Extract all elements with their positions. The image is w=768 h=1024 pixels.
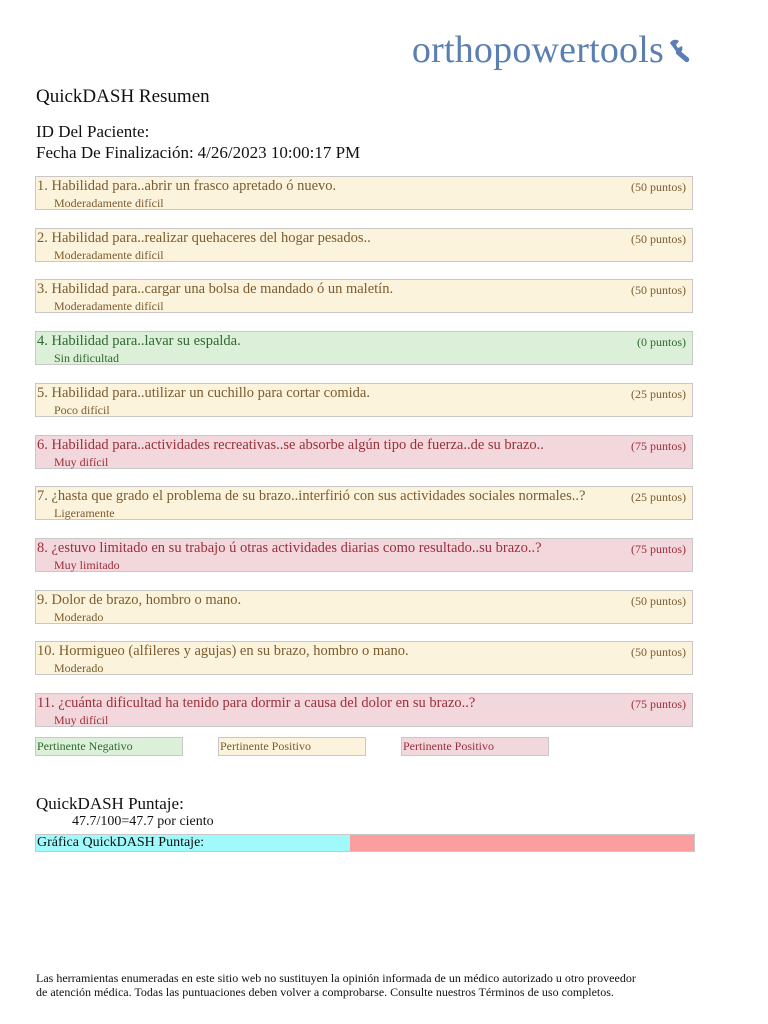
question-row (35, 331, 693, 365)
question-row (35, 693, 693, 727)
wrench-icon (666, 37, 696, 67)
logo[interactable] (412, 28, 696, 72)
question-row (35, 590, 693, 624)
score-title: QuickDASH Puntaje: (36, 794, 184, 813)
question-answer: Moderadamente difícil (54, 299, 164, 314)
question-text: 2. Habilidad para..realizar quehaceres del hogar pesados.. (37, 229, 371, 246)
patient-id-label: ID Del Paciente: (36, 122, 150, 141)
question-points: (75 puntos) (631, 541, 686, 556)
question-answer: Muy limitado (54, 557, 120, 572)
question-points: (50 puntos) (631, 180, 686, 194)
question-points: (75 puntos) (631, 697, 686, 711)
question-answer: Moderadamente difícil (54, 196, 164, 210)
question-answer: Moderadamente difícil (54, 247, 164, 262)
question-answer: Poco difícil (54, 402, 110, 417)
question-answer: Muy difícil (54, 454, 109, 469)
question-text: 6. Habilidad para..actividades recreativas..se absorbe algún tipo de fuerza..de su brazo.. (37, 436, 544, 453)
question-answer: Moderado (54, 609, 104, 624)
question-answer: Muy difícil (54, 713, 109, 727)
question-points: (25 puntos) (631, 490, 686, 505)
question-points: (50 puntos) (631, 645, 686, 660)
question-text: 3. Habilidad para..cargar una bolsa de mandado ó un maletín. (37, 281, 394, 298)
question-points: (50 puntos) (631, 231, 686, 246)
question-points: (50 puntos) (631, 593, 686, 608)
score-graph-remainder (350, 835, 694, 851)
disclaimer-line: de atención médica. Todas las puntuaciones deben volver a comprobarse. Consulte nuestros Términos de uso completos. (36, 985, 614, 999)
question-answer: Ligeramente (54, 506, 115, 521)
question-points: (25 puntos) (631, 386, 686, 401)
question-row (35, 486, 693, 520)
question-row (35, 435, 693, 469)
disclaimer-line: Las herramientas enumeradas en este sitio web no sustituyen la opinión informada de un médico autorizado u otro proveedor (36, 971, 636, 985)
question-text: 10. Hormigueo (alfileres y agujas) en su brazo, hombro o mano. (37, 643, 409, 660)
question-text: 1. Habilidad para..abrir un frasco apretado ó nuevo. (37, 178, 337, 194)
question-answer: Moderado (54, 661, 104, 676)
completion-date (36, 143, 360, 163)
question-points: (50 puntos) (631, 283, 686, 298)
question-text: 8. ¿estuvo limitado en su trabajo ú otras actividades diarias como resultado..su brazo..? (37, 539, 542, 556)
disclaimer (36, 971, 736, 999)
question-row (35, 641, 693, 675)
legend-negative: Pertinente Negativo (35, 737, 183, 756)
legend-positive-severe: Pertinente Positivo (401, 737, 549, 756)
question-row (35, 228, 693, 262)
question-row (35, 176, 693, 210)
page-title: QuickDASH Resumen (36, 86, 210, 107)
score-graph-label: Gráfica QuickDASH Puntaje: (37, 835, 205, 850)
question-text: 4. Habilidad para..lavar su espalda. (37, 333, 241, 350)
score-value: 47.7/100=47.7 por ciento (72, 814, 214, 829)
question-points: (75 puntos) (631, 438, 686, 453)
question-answer: Sin dificultad (54, 351, 119, 366)
question-text: 5. Habilidad para..utilizar un cuchillo para cortar comida. (37, 384, 370, 401)
question-text: 7. ¿hasta que grado el problema de su brazo..interfirió con sus actividades sociales normales..? (37, 488, 586, 505)
question-row (35, 538, 693, 572)
question-row (35, 279, 693, 313)
date-label: Fecha De Finalización: (36, 143, 194, 162)
question-row (35, 383, 693, 417)
score-graph (35, 834, 695, 852)
question-text: 11. ¿cuánta dificultad ha tenido para dormir a causa del dolor en su brazo..? (37, 695, 476, 711)
logo-text: orthopowertools (411, 29, 664, 71)
legend-positive-moderate: Pertinente Positivo (218, 737, 366, 756)
date-value: 4/26/2023 10:00:17 PM (197, 143, 361, 162)
question-points: (0 puntos) (637, 335, 686, 350)
question-text: 9. Dolor de brazo, hombro o mano. (37, 591, 242, 608)
